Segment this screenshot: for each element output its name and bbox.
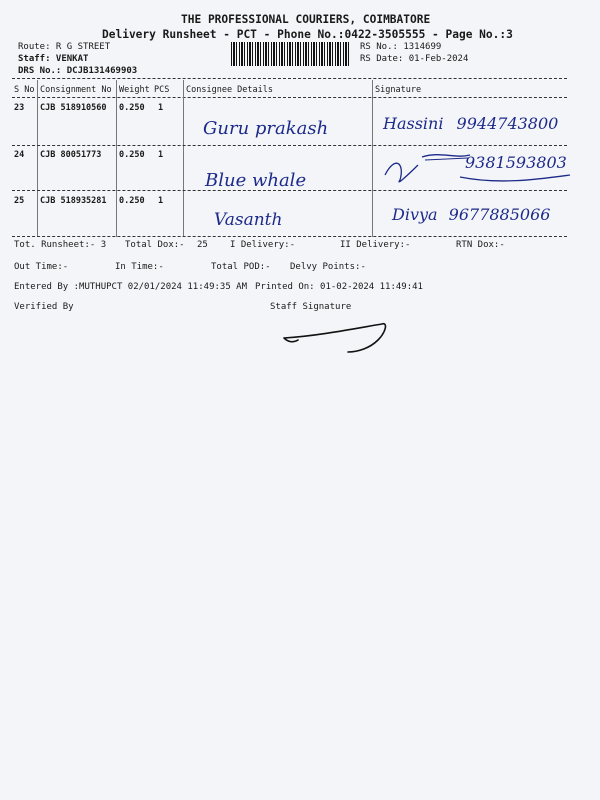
col-header-weight: Weight — [119, 85, 150, 95]
staff-signature-label: Staff Signature — [270, 302, 352, 312]
staff-label: Staff: VENKAT — [18, 54, 89, 64]
col-divider — [372, 80, 373, 237]
col-divider — [37, 80, 38, 237]
tot-runsheet: Tot. Runsheet:- 3 — [14, 240, 107, 250]
row-weight: 0.250 — [119, 103, 145, 113]
row-weight: 0.250 — [119, 196, 145, 206]
table-top-rule — [12, 78, 567, 79]
row-consignment: CJB 80051773 — [40, 150, 102, 160]
verified-by: Verified By — [14, 302, 74, 312]
col-divider — [116, 80, 117, 237]
total-pod: Total POD:- — [211, 262, 271, 272]
row-consignment: CJB 518910560 — [40, 103, 107, 113]
total-dox-value: 25 — [197, 240, 208, 250]
ii-delivery: II Delivery:- — [340, 240, 411, 250]
in-time: In Time:- — [115, 262, 164, 272]
printed-on: Printed On: 01-02-2024 11:49:41 — [255, 282, 423, 292]
row-pcs: 1 — [158, 196, 164, 206]
col-header-signature: Signature — [375, 85, 422, 95]
rs-date: RS Date: 01-Feb-2024 — [360, 54, 469, 64]
drs-number: DRS No.: DCJB131469903 — [18, 66, 138, 76]
rs-number: RS No.: 1314699 — [360, 42, 442, 52]
company-title: THE PROFESSIONAL COURIERS, COIMBATORE — [181, 13, 431, 26]
col-header-consignment: Consignment No — [40, 85, 112, 95]
signature-handwriting — [392, 205, 550, 224]
col-divider — [183, 80, 184, 237]
row-pcs: 1 — [158, 150, 164, 160]
header-rule — [12, 97, 567, 98]
consignee-handwriting: Vasanth — [214, 210, 283, 230]
row-pcs: 1 — [158, 103, 164, 113]
col-header-consignee: Consignee Details — [186, 85, 273, 95]
total-dox: Total Dox:- — [125, 240, 185, 250]
i-delivery: I Delivery:- — [230, 240, 296, 250]
signature-phone: 9381593803 — [465, 153, 567, 172]
row-sno: 24 — [14, 150, 25, 160]
signature-handwriting — [383, 114, 558, 133]
col-header-sno: S No — [14, 85, 35, 95]
consignee-handwriting: Guru prakash — [203, 118, 329, 139]
out-time: Out Time:- — [14, 262, 69, 272]
row-weight: 0.250 — [119, 150, 145, 160]
consignee-handwriting: Blue whale — [205, 170, 307, 191]
row-sno: 25 — [14, 196, 25, 206]
barcode-image — [231, 42, 351, 66]
entered-by: Entered By :MUTHUPCT 02/01/2024 11:49:35 AM — [14, 282, 247, 292]
row-sno: 23 — [14, 103, 25, 113]
signature-name: Divya — [392, 205, 438, 224]
row-rule — [12, 190, 567, 191]
col-header-pcs: PCS — [154, 85, 170, 95]
signature-phone: 9677885066 — [448, 205, 551, 224]
signature-phone: 9944743800 — [456, 114, 559, 133]
rtn-dox: RTN Dox:- — [456, 240, 505, 250]
staff-signature-scribble — [278, 318, 390, 358]
route-label: Route: R G STREET — [18, 42, 111, 52]
signature-name: Hassini — [383, 114, 444, 133]
runsheet-subtitle: Delivery Runsheet - PCT - Phone No.:0422-3505555 - Page No.:3 — [102, 28, 513, 41]
row-consignment: CJB 518935281 — [40, 196, 107, 206]
table-bottom-rule — [12, 236, 567, 237]
delvy-points: Delvy Points:- — [290, 262, 366, 272]
